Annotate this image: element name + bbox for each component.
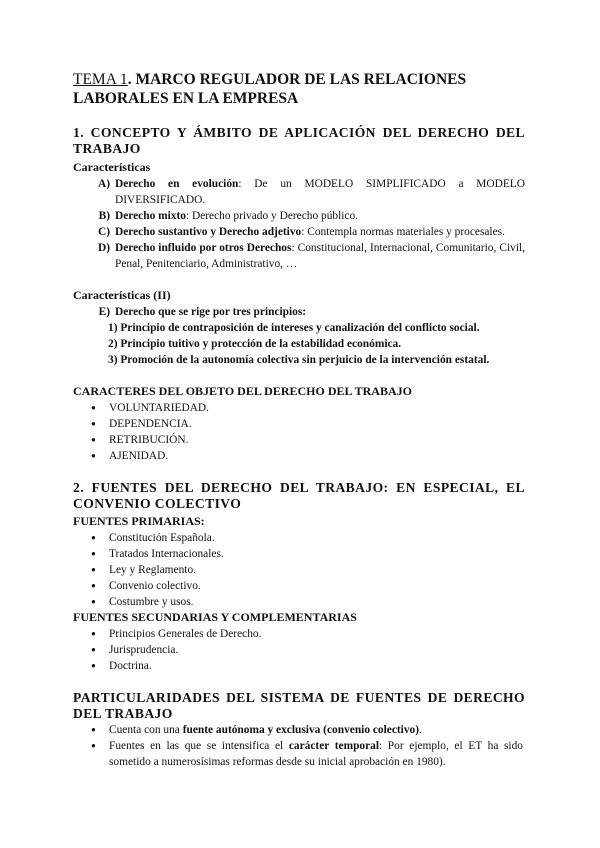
list-item: E) Derecho que se rige por tres principios: (98, 306, 307, 318)
list-item: B) Derecho mixto: Derecho privado y Derecho público. (98, 210, 359, 222)
secondary-label: FUENTES SECUNDARIAS Y COMPLEMENTARIAS (73, 610, 357, 624)
tema-separator: . (127, 71, 136, 88)
list-item: ● Convenio colectivo. (91, 578, 521, 594)
list-item: ● RETRIBUCIÓN. (91, 432, 521, 448)
list-item: D) Derecho influido por otros Derechos: Constitucional, Internacional, Comunitario, Civil, Penal, Penitenciario, Administrativo, … (97, 242, 525, 270)
list-item: ● Costumbre y usos. (91, 594, 521, 610)
list-item: ● Doctrina. (91, 658, 521, 674)
object-list (91, 400, 521, 464)
list-item: ● Ley y Reglamento. (91, 562, 521, 578)
list-item: ● Principios Generales de Derecho. (91, 626, 521, 642)
list-item: ● Fuentes en las que se intensifica el carácter temporal: Por ejemplo, el ET ha sido sometido a numerosísimas reformas desde su inicial aprobación en 1980). (91, 738, 523, 770)
list-item: ● Jurisprudencia. (91, 642, 521, 658)
primary-list (91, 530, 521, 610)
secondary-list (91, 626, 521, 674)
principles-list (108, 320, 528, 368)
list-item: A) Derecho en evolución: De un MODELO SIMPLIFICADO a MODELO DIVERSIFICADO. (97, 178, 525, 206)
list-item: ● Tratados Internacionales. (91, 546, 521, 562)
item-e (80, 304, 525, 320)
list-item: 2) Principio tuitivo y protección de la estabilidad económica. (108, 338, 402, 350)
list-item: ● DEPENDENCIA. (91, 416, 521, 432)
characteristics-list (80, 176, 525, 272)
title-text: MARCO REGULADOR DE LAS RELACIONES LABORALES EN LA EMPRESA (73, 71, 467, 107)
list-item: ● Cuenta con una fuente autónoma y exclusiva (convenio colectivo). (91, 722, 523, 738)
tema-label: TEMA 1 (73, 71, 128, 88)
document-title (73, 70, 533, 108)
characteristics2-label: Características (II) (73, 288, 171, 302)
object-heading: CARACTERES DEL OBJETO DEL DERECHO DEL TRABAJO (73, 384, 412, 398)
characteristics-label: Características (73, 160, 151, 174)
list-item: 3) Promoción de la autonomía colectiva sin perjuicio de la intervención estatal. (108, 354, 490, 366)
list-item: 1) Principio de contraposición de intereses y canalización del conflicto social. (108, 322, 480, 334)
particularities-list (91, 722, 523, 770)
list-item: ● Constitución Española. (91, 530, 521, 546)
section3-heading: PARTICULARIDADES DEL SISTEMA DE FUENTES DE DERECHO DEL TRABAJO (73, 690, 525, 721)
list-item: C) Derecho sustantivo y Derecho adjetivo: Contempla normas materiales y procesales. (97, 226, 505, 238)
list-item: ● AJENIDAD. (91, 448, 521, 464)
section2-heading: 2. FUENTES DEL DERECHO DEL TRABAJO: EN ESPECIAL, EL CONVENIO COLECTIVO (73, 480, 525, 511)
primary-label: FUENTES PRIMARIAS: (73, 514, 205, 528)
list-item: ● VOLUNTARIEDAD. (91, 400, 521, 416)
section1-heading: 1. CONCEPTO Y ÁMBITO DE APLICACIÓN DEL DERECHO DEL TRABAJO (73, 125, 525, 156)
